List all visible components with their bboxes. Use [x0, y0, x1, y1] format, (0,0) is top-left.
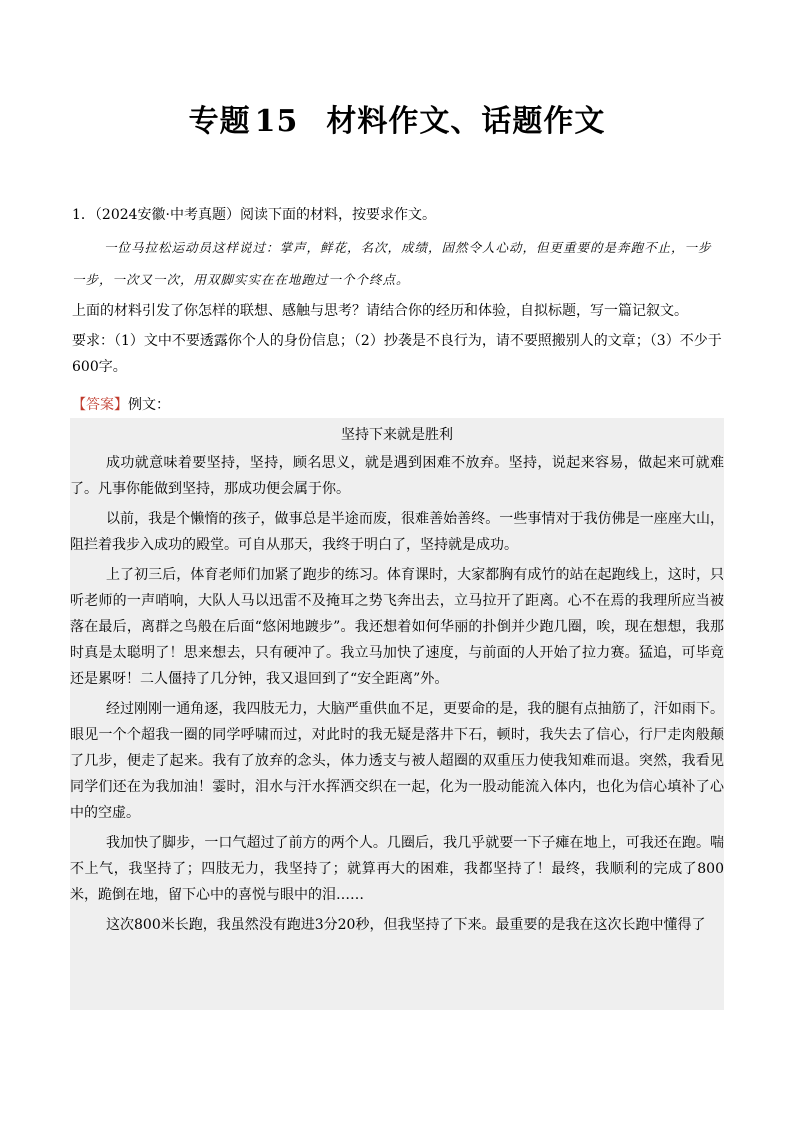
- material-text: 一位马拉松运动员这样说过：掌声，鲜花，名次，成绩，固然令人心动，但更重要的是奔跑不止，一步一步，一次又一次，用双脚实实在在地跑过一个个终点。: [72, 240, 712, 287]
- question-source: （2024安徽·中考真题）: [94, 207, 241, 223]
- question-instruction: 阅读下面的材料，按要求作文。: [240, 207, 437, 223]
- material-quote: [72, 232, 724, 296]
- title-text: 材料作文、话题作文: [326, 104, 606, 139]
- answer-tag: 【答案】: [72, 397, 128, 413]
- answer-label-text: 例文：: [128, 397, 170, 413]
- prompt-text: 上面的材料引发了你怎样的联想、感触与思考？请结合你的经历和体验，自拟标题，写一篇记叙文。: [72, 303, 688, 319]
- essay-paragraph: 我加快了脚步，一口气超过了前方的两个人。几圈后，我几乎就要一下子瘫在地上，可我还在跑。喘不上气，我坚持了；四肢无力，我坚持了；就算再大的困难，我都坚持了！最终，我顺利的完成了800米，跪倒在地，留下心中的喜悦与眼中的泪……: [70, 835, 724, 903]
- essay-title: 坚持下来就是胜利: [341, 427, 453, 443]
- essay-paragraph: 成功就意味着要坚持，坚持，顾名思义，就是遇到困难不放弃。坚持，说起来容易，做起来可就难了。凡事你能做到坚持，那成功便会属于你。: [70, 455, 724, 497]
- essay-paragraph: 上了初三后，体育老师们加紧了跑步的练习。体育课时，大家都胸有成竹的站在起跑线上，这时，只听老师的一声哨响，大队人马以迅雷不及掩耳之势飞奔出去，立马拉开了距离。心不在焉的我理所应当被落在最后，离群之鸟般在后面“悠闲地踱步”。我还想着如何华丽的扑倒并少跑几圈，唉，现在想想，我那时真是太聪明了！思来想去，只有硬冲了。我立马加快了速度，与前面的人开始了拉力赛。猛追，可毕竟还是累呀！二人僵持了几分钟，我又退回到了“安全距离”外。: [70, 567, 724, 687]
- requirements-text: 要求：（1）文中不要透露你个人的身份信息；（2）抄袭是不良行为，请不要照搬别人的文章；（3）不少于600字。: [72, 333, 722, 375]
- title-prefix: 专题: [188, 104, 251, 139]
- title-number: 15: [254, 104, 299, 139]
- essay-paragraph: 以前，我是个懒惰的孩子，做事总是半途而废，很难善始善终。一些事情对于我仿佛是一座座大山，阻拦着我步入成功的殿堂。可自从那天，我终于明白了，坚持就是成功。: [70, 511, 724, 553]
- question-requirements: [72, 328, 732, 380]
- question-line: [72, 206, 724, 224]
- answer-essay: [70, 418, 724, 1010]
- question-number: 1．: [72, 207, 95, 223]
- page-title: [0, 96, 794, 140]
- essay-paragraph: 经过刚刚一通角逐，我四肢无力，大脑严重供血不足，更要命的是，我的腿有点抽筋了，汗如雨下。眼见一个个超我一圈的同学呼啸而过，对此时的我无疑是落井下石，顿时，我失去了信心，行尸走肉般颠了几步，便走了起来。我有了放弃的念头，体力透支与被人超圈的双重压力使我知难而退。突然，我看见同学们还在为我加油！霎时，泪水与汗水挥洒交织在一起，化为一股动能流入体内，也化为信心填补了心中的空虚。: [70, 701, 724, 821]
- essay-paragraph: 这次800米长跑，我虽然没有跑进3分20秒，但我坚持了下来。最重要的是我在这次长跑中懂得了: [106, 917, 706, 933]
- answer-label: [72, 394, 170, 414]
- question-prompt: [72, 300, 724, 322]
